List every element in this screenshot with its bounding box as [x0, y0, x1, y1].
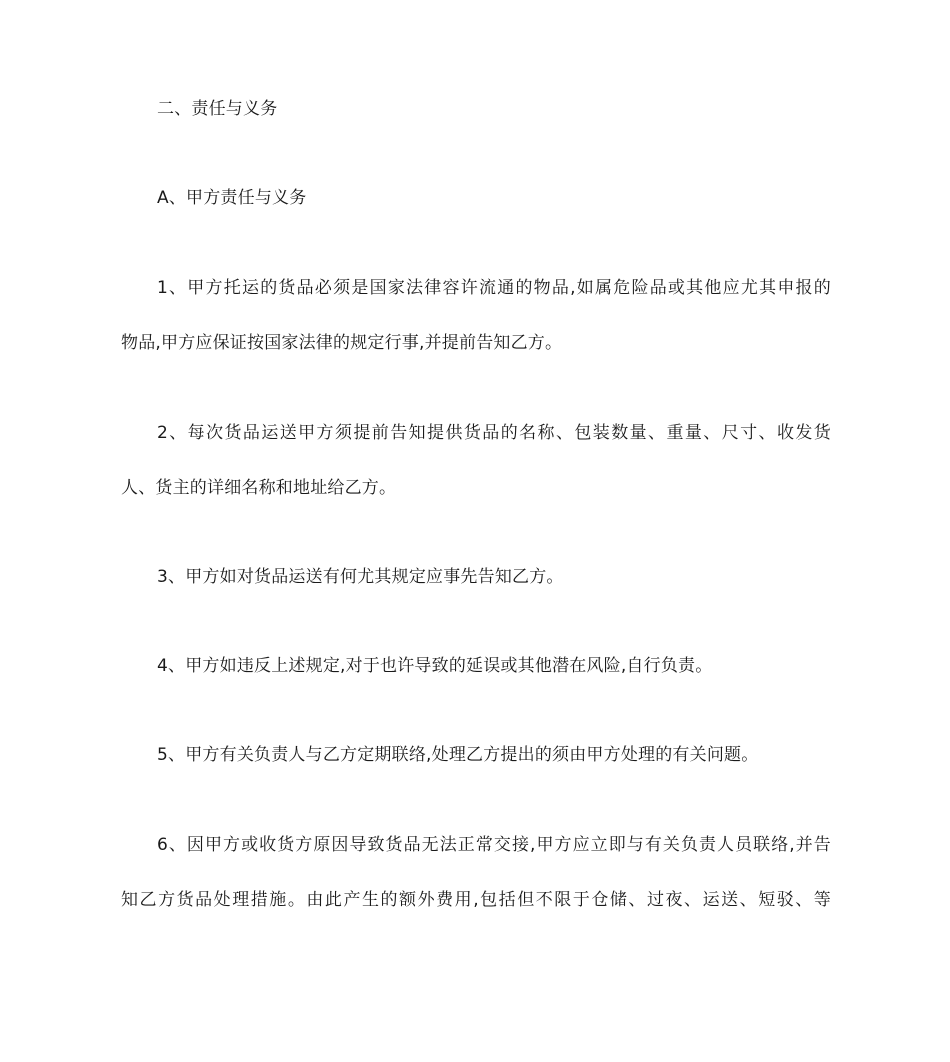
item-6-first-line: 6、因甲方或收货方原因导致货品无法正常交接,甲方应立即与有关负责人员联络,并告	[157, 835, 831, 855]
item-3-line: 3、甲方如对货品运送有何尤其规定应事先告知乙方。	[157, 567, 564, 587]
subsection-heading: A、甲方责任与义务	[157, 188, 307, 208]
item-1-continuation: 物品,甲方应保证按国家法律的规定行事,并提前告知乙方。	[121, 333, 563, 353]
item-6-continuation: 知乙方货品处理措施。由此产生的额外费用,包括但不限于仓储、过夜、运送、短驳、等	[121, 890, 831, 910]
item-4-line: 4、甲方如违反上述规定,对于也许导致的延误或其他潜在风险,自行负责。	[157, 656, 713, 676]
item-2-continuation: 人、货主的详细名称和地址给乙方。	[121, 478, 397, 498]
item-1-first-line: 1、甲方托运的货品必须是国家法律容许流通的物品,如属危险品或其他应尤其申报的	[157, 278, 831, 298]
item-5-line: 5、甲方有关负责人与乙方定期联络,处理乙方提出的须由甲方处理的有关问题。	[157, 745, 759, 765]
item-2-first-line: 2、每次货品运送甲方须提前告知提供货品的名称、包装数量、重量、尺寸、收发货	[157, 423, 831, 443]
section-heading: 二、责任与义务	[157, 99, 278, 119]
